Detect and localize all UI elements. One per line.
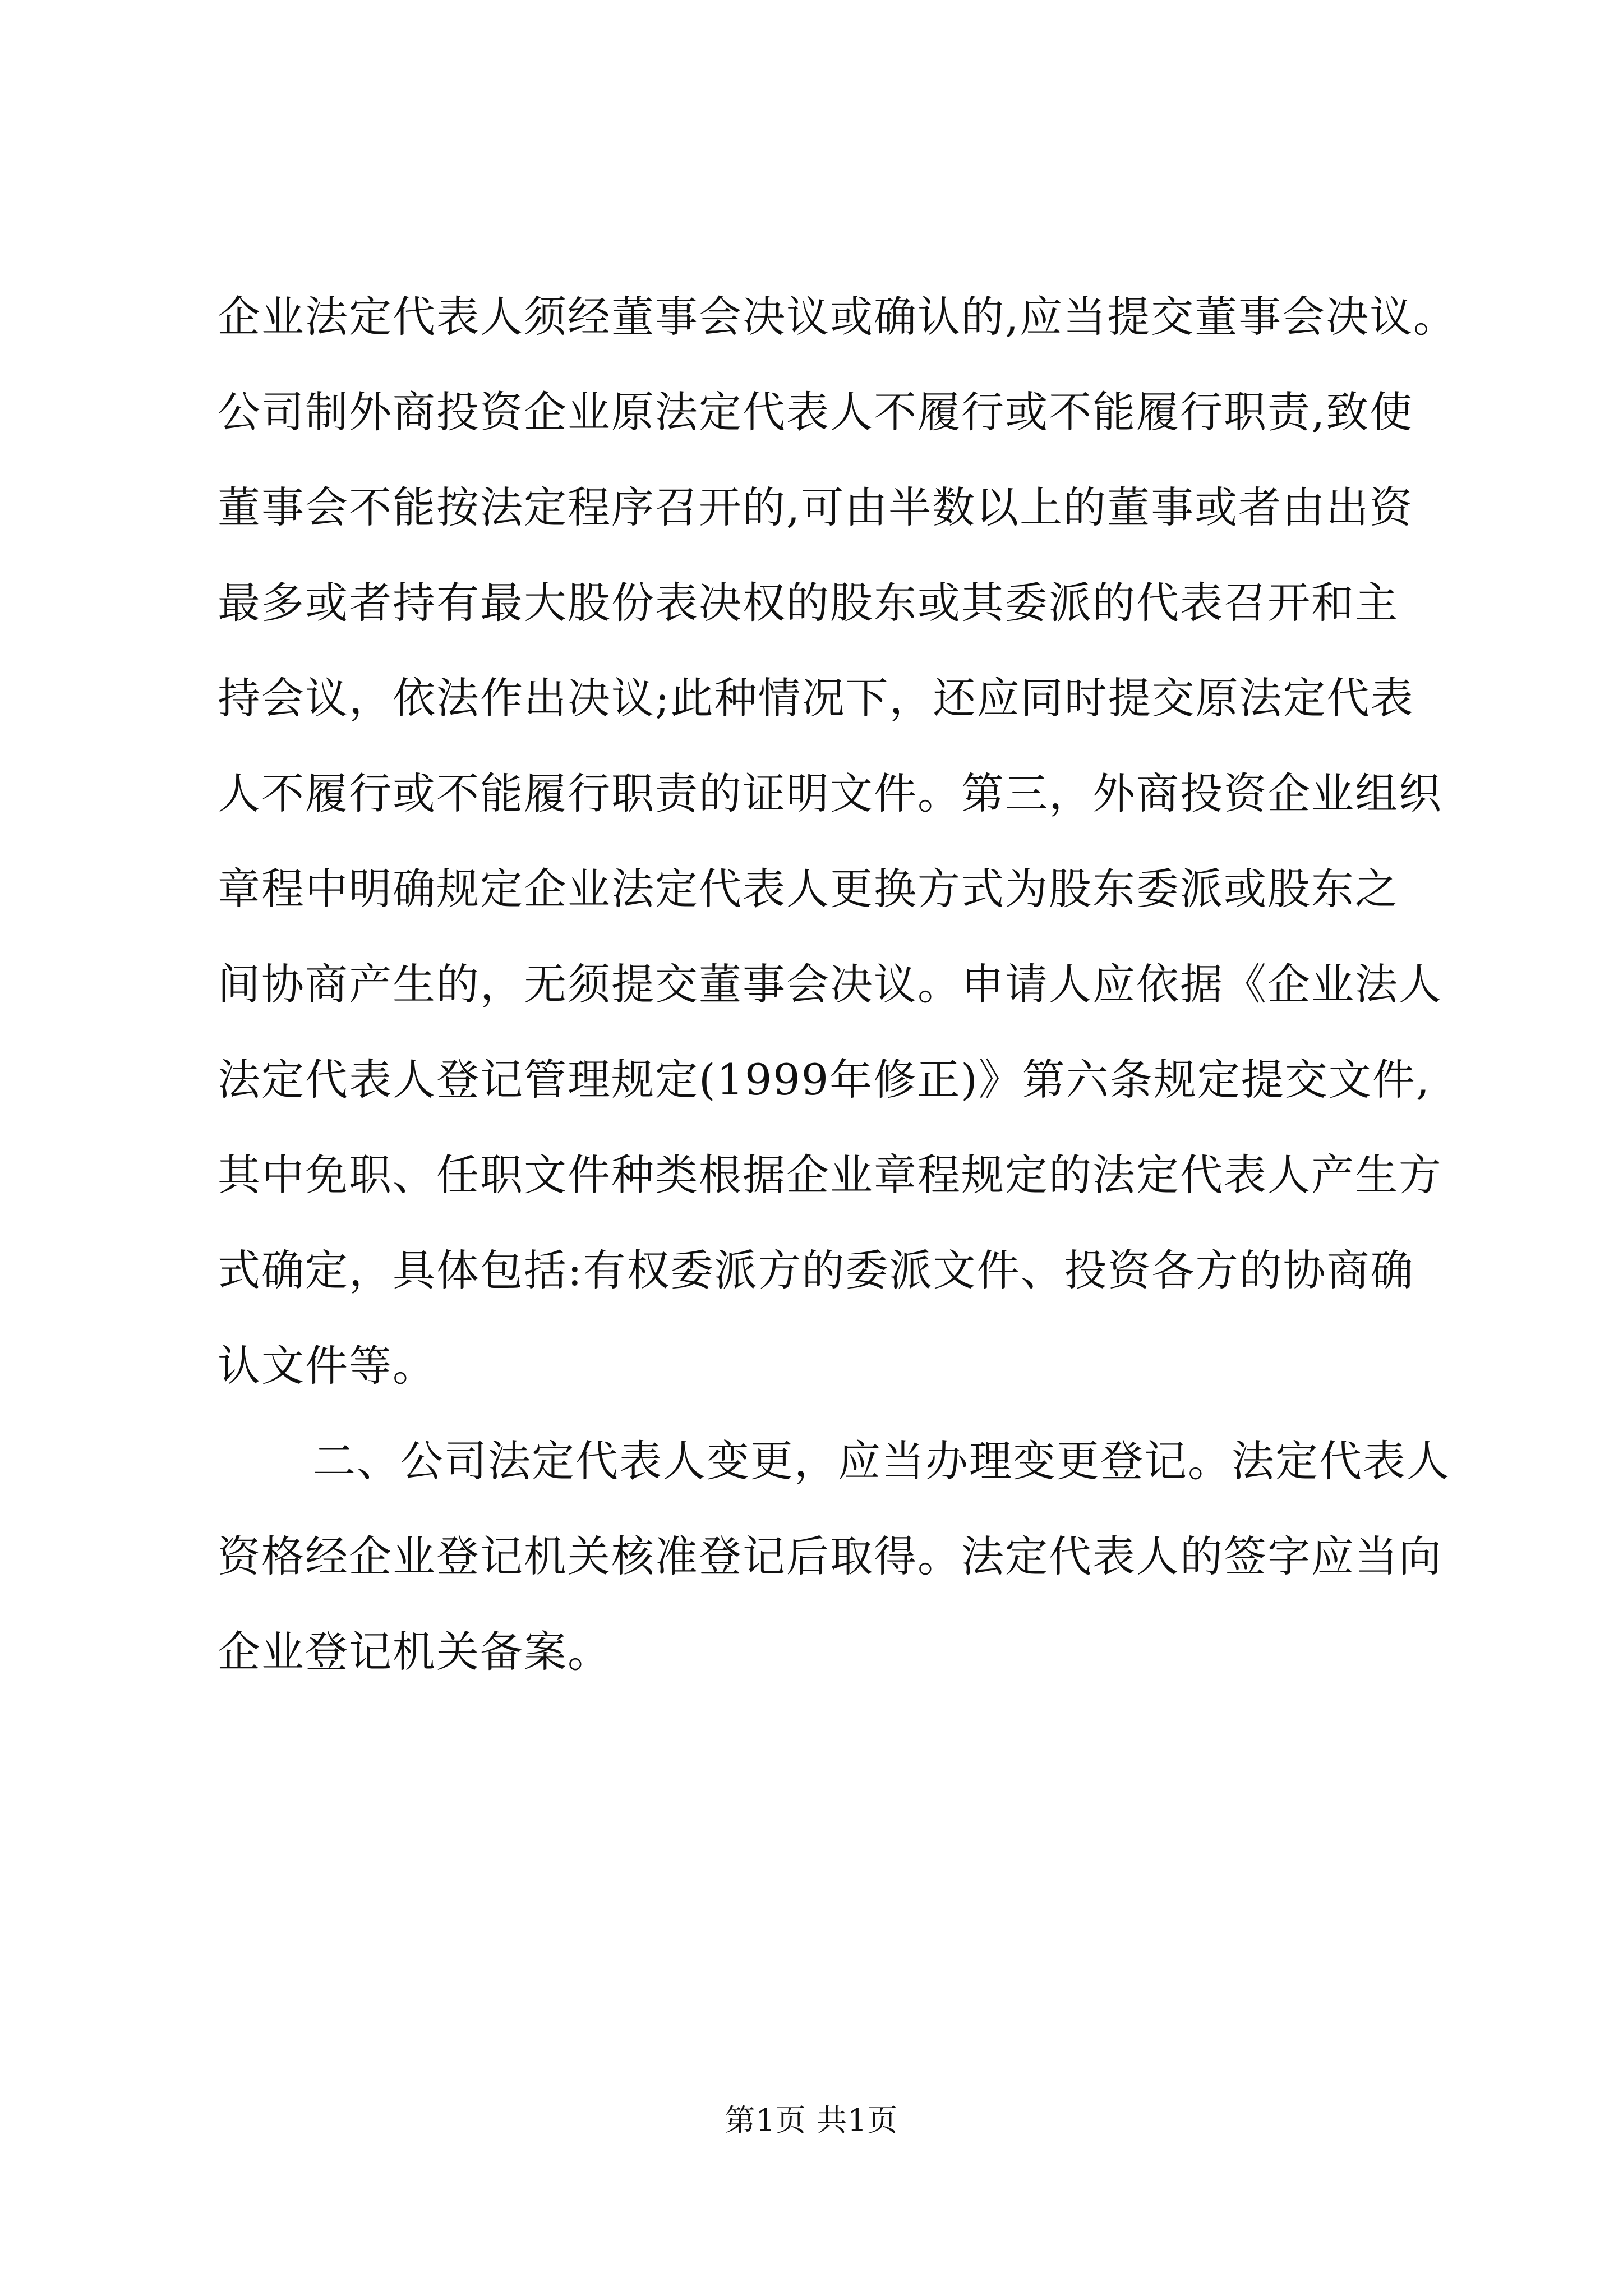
text-line: 人不履行或不能履行职责的证明文件。第三，外商投资企业组织 bbox=[218, 769, 1442, 818]
text-line: 间协商产生的，无须提交董事会决议。申请人应依据《企业法人 bbox=[218, 959, 1442, 1009]
text-line: 企业法定代表人须经董事会决议或确认的,应当提交董事会决议。 bbox=[218, 292, 1458, 342]
document-body bbox=[218, 269, 1458, 1700]
page-number-footer: 第1页 共1页 bbox=[725, 2102, 898, 2138]
text-line: 其中免职、任职文件种类根据企业章程规定的法定代表人产生方 bbox=[218, 1150, 1442, 1200]
paragraph-start-line: 二、公司法定代表人变更，应当办理变更登记。法定代表人 bbox=[313, 1436, 1450, 1486]
text-line: 认文件等。 bbox=[218, 1341, 436, 1391]
text-line: 资格经企业登记机关核准登记后取得。法定代表人的签字应当向 bbox=[218, 1531, 1442, 1581]
text-line: 式确定，具体包括:有权委派方的委派文件、投资各方的协商确 bbox=[218, 1245, 1414, 1295]
text-line: 章程中明确规定企业法定代表人更换方式为股东委派或股东之 bbox=[218, 864, 1399, 914]
text-line: 企业登记机关备案。 bbox=[218, 1627, 611, 1677]
text-line: 最多或者持有最大股份表决权的股东或其委派的代表召开和主 bbox=[218, 578, 1399, 628]
text-line: 公司制外商投资企业原法定代表人不履行或不能履行职责,致使 bbox=[218, 387, 1414, 437]
text-line: 董事会不能按法定程序召开的,可由半数以上的董事或者由出资 bbox=[218, 482, 1414, 532]
text-line: 法定代表人登记管理规定(1999年修正)》第六条规定提交文件, bbox=[218, 1055, 1431, 1105]
text-line: 持会议，依法作出决议;此种情况下，还应同时提交原法定代表 bbox=[218, 673, 1414, 723]
